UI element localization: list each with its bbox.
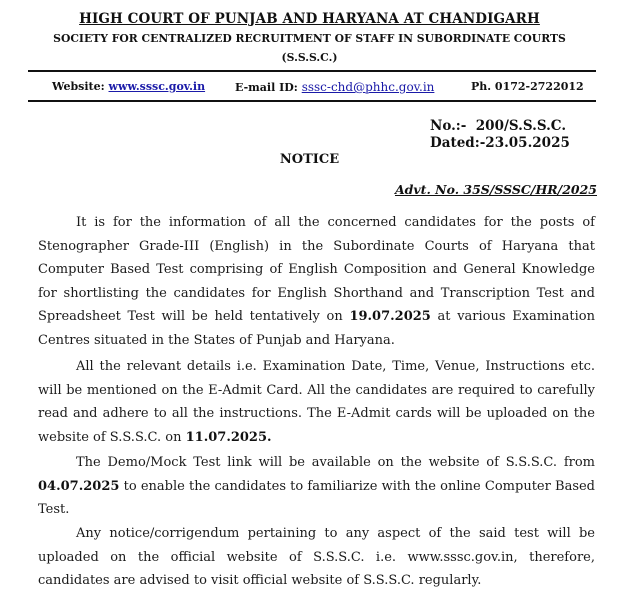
paragraph-corrigendum: [38, 522, 595, 593]
advertisement-number: Advt. No. 35S/SSSC/HR/2025: [394, 182, 597, 197]
society-abbreviation: (S.S.S.C.): [281, 51, 338, 64]
paragraph-text: All the relevant details i.e. Examination Date, Time, Venue, Instructions etc. will be mentioned on the E-Admit Card. All the candidates are required to carefully read and adhere to all the instructions. The E-Admit cards will be uploaded on the website of S.S.S.C. on: [38, 359, 595, 445]
website-contact: [52, 80, 205, 93]
paragraph-exam-schedule: [38, 211, 595, 353]
header-divider-bottom: [28, 100, 596, 102]
website-label: Website:: [52, 80, 105, 93]
paragraph-text: Any notice/corrigendum pertaining to any aspect of the said test will be uploaded on the official website of S.S.S.C. i.e. www.sssc.gov.in, therefore, candidates are advised to visit official website of S.S.S.C. regularly.: [38, 526, 595, 589]
email-contact: [235, 80, 434, 94]
admit-card-date: 11.07.2025.: [185, 429, 272, 445]
mock-test-date: 04.07.2025: [38, 478, 120, 494]
notice-title: NOTICE: [279, 152, 340, 167]
exam-date: 19.07.2025: [349, 309, 431, 325]
phone-number: Ph. 0172-2722012: [471, 80, 584, 93]
paragraph-text: It is for the information of all the concerned candidates for the posts of Stenographer Grade-III (English) in the Subordinate Courts of Haryana that Computer Based Test comprising of English Composition and General Knowledge for shortlisting the candidates for English Shorthand and Transcription Test and Spreadsheet Test will be held tentatively on: [38, 215, 595, 325]
paragraph-admit-card: [38, 355, 595, 449]
paragraph-text: to enable the candidates to familiarize with the online Computer Based Test.: [38, 478, 595, 518]
court-title: HIGH COURT OF PUNJAB AND HARYANA AT CHANDIGARH: [79, 11, 540, 27]
paragraph-mock-test: [38, 451, 595, 522]
email-label: E-mail ID:: [235, 81, 298, 94]
society-name: SOCIETY FOR CENTRALIZED RECRUITMENT OF STAFF IN SUBORDINATE COURTS: [53, 32, 566, 45]
reference-number: No.:- 200/S.S.S.C.: [430, 118, 567, 134]
paragraph-text: at various Examination Centres situated in the States of Punjab and Haryana.: [38, 309, 595, 348]
reference-date: Dated:-23.05.2025: [430, 135, 570, 151]
email-link[interactable]: sssc-chd@phhc.gov.in: [301, 80, 435, 94]
website-link[interactable]: www.sssc.gov.in: [108, 80, 206, 93]
header-divider-top: [28, 70, 596, 72]
paragraph-text: The Demo/Mock Test link will be available on the website of S.S.S.C. from: [76, 455, 595, 470]
